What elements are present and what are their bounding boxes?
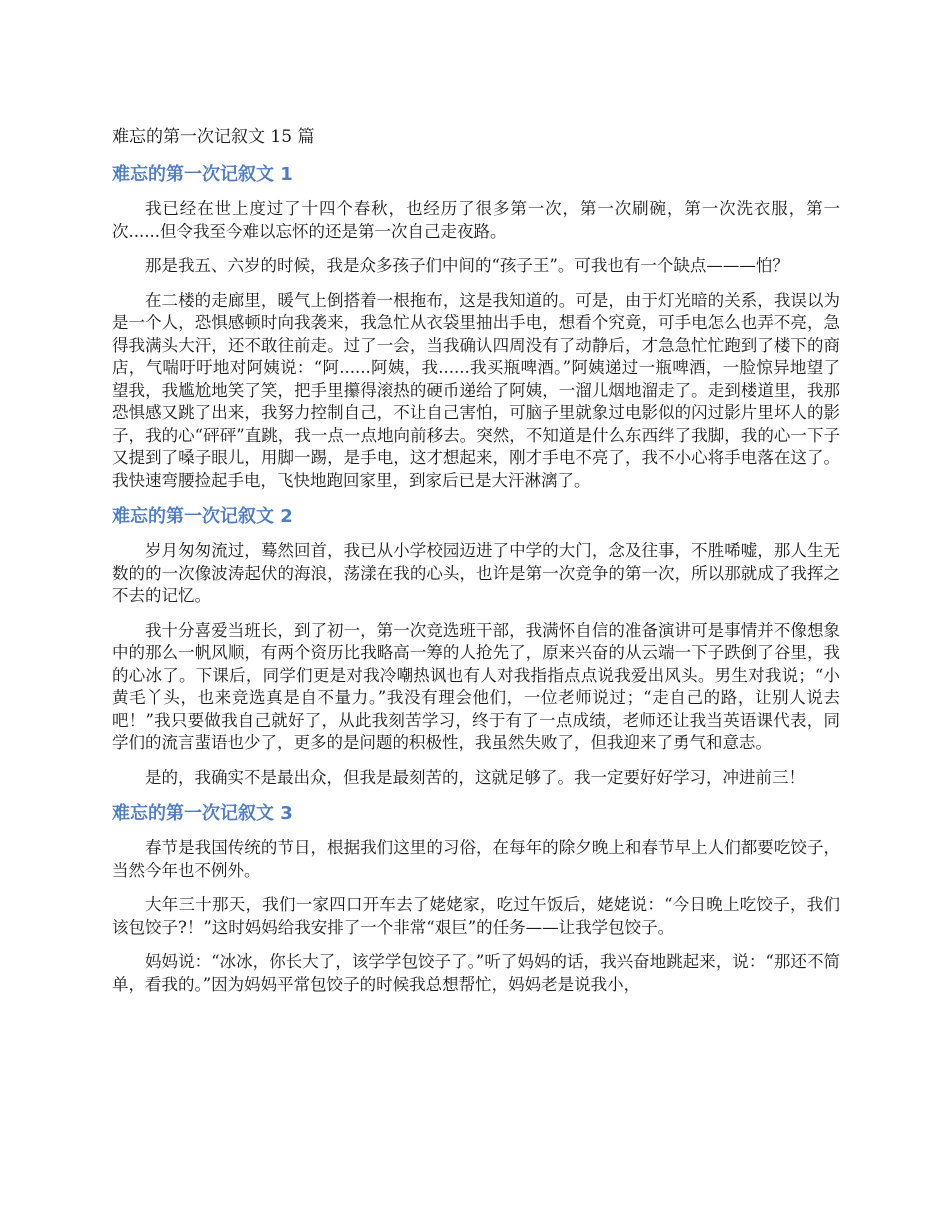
section-1 bbox=[112, 162, 840, 492]
paragraph: 岁月匆匆流过，蓦然回首，我已从小学校园迈进了中学的大门，念及往事，不胜唏嘘，那人生无数的的一次像波涛起伏的海浪，荡漾在我的心头，也许是第一次竞争的第一次，所以那就成了我挥之不去的记忆。 bbox=[112, 541, 840, 605]
paragraph: 那是我五、六岁的时候，我是众多孩子们中间的“孩子王”。可我也有一个缺点———怕？ bbox=[145, 256, 789, 275]
document-page bbox=[112, 124, 840, 1008]
section-heading: 难忘的第一次记叙文 1 bbox=[112, 164, 293, 185]
paragraph: 在二楼的走廊里，暖气上倒搭着一根拖布，这是我知道的。可是，由于灯光暗的关系，我误以为是一个人，恐惧感顿时向我袭来，我急忙从衣袋里抽出手电，想看个究竟，可手电怎么也弄不亮，急得我满头大汗，还不敢往前走。过了一会，当我确认四周没有了动静后，才急急忙忙跑到了楼下的商店，气喘吁吁地对阿姨说：“阿......阿姨，我......我买瓶啤酒。”阿姨递过一瓶啤酒，一脸惊异地望了望我，我尴尬地笑了笑，把手里攥得滚热的硬币递给了阿姨，一溜儿烟地溜走了。走到楼道里，我那恐惧感又跳了出来，我努力控制自己，不让自己害怕，可脑子里就象过电影似的闪过影片里坏人的影子，我的心“砰砰”直跳，我一点一点地向前移去。突然，不知道是什么东西绊了我脚，我的心一下子又提到了嗓子眼儿，用脚一踢，是手电，这才想起来，刚才手电不亮了，我不小心将手电落在这了。我快速弯腰捡起手电，飞快地跑回家里，到家后已是大汗淋漓了。 bbox=[112, 290, 840, 490]
paragraph: 春节是我国传统的节日，根据我们这里的习俗，在每年的除夕晚上和春节早上人们都要吃饺子，当然今年也不例外。 bbox=[112, 838, 840, 880]
section-3 bbox=[112, 801, 840, 996]
paragraph: 我十分喜爱当班长，到了初一，第一次竞选班干部，我满怀自信的准备演讲可是事情并不像想象中的那么一帆风顺，有两个资历比我略高一筹的人抢先了，原来兴奋的从云端一下子跌倒了谷里，我的心冰了。下课后，同学们更是对我冷嘲热讽也有人对我指指点点说我爱出风头。男生对我说；“小黄毛丫头，也来竞选真是自不量力。”我没有理会他们，一位老师说过；“走自己的路，让别人说去吧！”我只要做我自己就好了，从此我刻苦学习，终于有了一点成绩，老师还让我当英语课代表，同学们的流言蜚语也少了，更多的是问题的积极性，我虽然失败了，但我迎来了勇气和意志。 bbox=[112, 620, 840, 752]
paragraph: 大年三十那天，我们一家四口开车去了姥姥家，吃过午饭后，姥姥说：“今日晚上吃饺子，我们该包饺子?！”这时妈妈给我安排了一个非常“艰巨”的任务——让我学包饺子。 bbox=[112, 895, 840, 937]
section-2 bbox=[112, 504, 840, 789]
paragraph: 妈妈说：“冰冰，你长大了，该学学包饺子了。”听了妈妈的话，我兴奋地跳起来，说：“那还不简单，看我的。”因为妈妈平常包饺子的时候我总想帮忙，妈妈老是说我小， bbox=[112, 952, 840, 994]
document-title: 难忘的第一次记叙文 15 篇 bbox=[112, 127, 315, 147]
paragraph: 是的，我确实不是最出众，但我是最刻苦的，这就足够了。我一定要好好学习，冲进前三！ bbox=[145, 767, 805, 787]
section-heading: 难忘的第一次记叙文 2 bbox=[112, 506, 293, 527]
section-heading: 难忘的第一次记叙文 3 bbox=[112, 803, 293, 824]
paragraph: 我已经在世上度过了十四个春秋，也经历了很多第一次，第一次刷碗，第一次洗衣服，第一次......但令我至今难以忘怀的还是第一次自己走夜路。 bbox=[112, 199, 840, 241]
